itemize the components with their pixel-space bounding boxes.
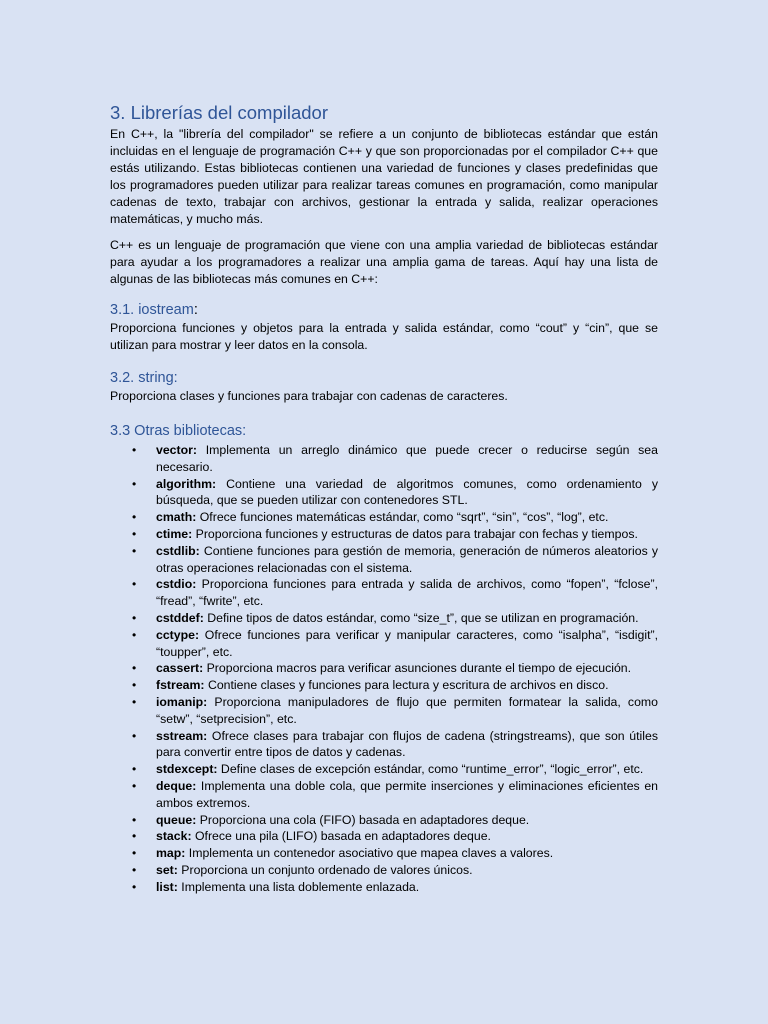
bullet-icon: •: [132, 610, 137, 625]
bullet-icon: •: [132, 526, 137, 541]
library-list-item: [110, 845, 658, 862]
library-description: Ofrece una pila (LIFO) basada en adaptadores deque.: [191, 829, 491, 844]
library-description: Proporciona funciones para entrada y salida de archivos, como “fopen”, “fclose”, “fread”, “fwrite”, etc.: [156, 577, 658, 609]
library-list-item: [110, 828, 658, 845]
library-name: iomanip:: [156, 694, 208, 709]
bullet-icon: •: [132, 778, 137, 793]
bullet-icon: •: [132, 829, 137, 844]
library-list-item: [110, 627, 658, 661]
library-list-item: [110, 543, 658, 577]
library-description: Contiene una variedad de algoritmos comunes, como ordenamiento y búsqueda, que se pueden utilizar con contenedores STL.: [156, 476, 658, 508]
library-list-item: [110, 610, 658, 627]
library-list-item: [110, 442, 658, 476]
library-name: cstdio:: [156, 577, 197, 592]
bullet-icon: •: [132, 543, 137, 558]
library-name: queue:: [156, 812, 197, 827]
library-description: Define clases de excepción estándar, como “runtime_error”, “logic_error”, etc.: [217, 762, 644, 777]
bullet-icon: •: [132, 476, 137, 491]
iostream-heading-colon: :: [193, 302, 198, 318]
bullet-icon: •: [132, 762, 137, 777]
library-list-item: [110, 862, 658, 879]
library-list-item: [110, 677, 658, 694]
library-name: cstdlib:: [156, 543, 200, 558]
library-list-item: [110, 694, 658, 728]
library-description: Implementa un contenedor asociativo que mapea claves a valores.: [185, 846, 554, 861]
library-list-item: [110, 509, 658, 526]
library-description: Proporciona una cola (FIFO) basada en adaptadores deque.: [196, 812, 530, 827]
library-list-item: [110, 761, 658, 778]
library-list-item: [110, 728, 658, 762]
bullet-icon: •: [132, 862, 137, 877]
bullet-icon: •: [132, 846, 137, 861]
library-description: Ofrece funciones para verificar y manipular caracteres, como “isalpha”, “isdigit”, “toupper”, etc.: [156, 627, 658, 659]
library-name: deque:: [156, 778, 197, 793]
iostream-heading: [110, 301, 658, 320]
bullet-icon: •: [132, 728, 137, 743]
library-name: cmath:: [156, 510, 197, 525]
library-name: stack:: [156, 829, 192, 844]
library-name: list:: [156, 879, 178, 894]
library-description: Implementa un arreglo dinámico que puede crecer o reducirse según sea necesario.: [156, 443, 658, 474]
library-name: ctime:: [156, 526, 193, 541]
library-list-item: [110, 476, 658, 510]
library-list-item: [110, 879, 658, 896]
section-title: 3. Librerías del compilador: [110, 102, 328, 123]
library-name: cassert:: [156, 661, 204, 676]
string-description: Proporciona clases y funciones para trabajar con cadenas de caracteres.: [110, 389, 508, 403]
bullet-icon: •: [132, 443, 137, 457]
bullet-icon: •: [132, 661, 137, 676]
libraries-intro-paragraph: C++ es un lenguaje de programación que viene con una amplia variedad de bibliotecas estándar para ayudar a los programadores a realizar una amplia gama de tareas. Aquí hay una lista de algunas de las bibliotecas más comunes en C++:: [110, 238, 658, 286]
bullet-icon: •: [132, 510, 137, 525]
library-name: sstream:: [156, 728, 208, 743]
library-description: Contiene clases y funciones para lectura y escritura de archivos en disco.: [204, 678, 609, 693]
library-list-item: [110, 526, 658, 543]
bullet-icon: •: [132, 879, 137, 894]
library-name: stdexcept:: [156, 762, 218, 777]
library-description: Define tipos de datos estándar, como “size_t”, que se utilizan en programación.: [203, 610, 639, 625]
bullet-icon: •: [132, 694, 137, 709]
bullet-icon: •: [132, 812, 137, 827]
iostream-heading-label: 3.1. iostream: [110, 302, 194, 318]
library-description: Proporciona funciones y estructuras de datos para trabajar con fechas y tiempos.: [192, 526, 638, 541]
library-description: Proporciona macros para verificar asunciones durante el tiempo de ejecución.: [203, 661, 632, 676]
library-list-item: [110, 576, 658, 610]
library-name: map:: [156, 846, 186, 861]
intro-paragraph: En C++, la "librería del compilador" se refiere a un conjunto de bibliotecas estándar que están incluidas en el lenguaje de programación C++ y que son proporcionadas por el compilador C++ que estás utilizando. Estas bibliotecas contienen una variedad de funciones y clases predefinidas que los programadores pueden utilizar para realizar tareas comunes en programación, como manipular cadenas de texto, trabajar con archivos, gestionar la entrada y salida, realizar operaciones matemáticas, y mucho más.: [110, 127, 658, 226]
library-description: Implementa una doble cola, que permite inserciones y eliminaciones eficientes en ambos extremos.: [156, 778, 658, 810]
library-name: vector:: [156, 443, 198, 457]
library-name: cctype:: [156, 627, 200, 642]
document-page: [110, 100, 658, 896]
library-name: set:: [156, 862, 178, 877]
library-list-item: [110, 812, 658, 829]
library-description: Ofrece clases para trabajar con flujos de cadena (stringstreams), que son útiles para convertir entre tipos de datos y cadenas.: [156, 728, 658, 760]
string-heading: 3.2. string:: [110, 370, 178, 386]
library-name: fstream:: [156, 678, 205, 693]
library-name: cstddef:: [156, 610, 204, 625]
library-description: Proporciona manipuladores de flujo que permiten formatear la salida, como “setw”, “setprecision”, etc.: [156, 694, 658, 726]
library-description: Contiene funciones para gestión de memoria, generación de números aleatorios y otras operaciones relacionadas con el sistema.: [156, 543, 658, 575]
iostream-description: Proporciona funciones y objetos para la entrada y salida estándar, como “cout” y “cin”, que se utilizan para mostrar y leer datos en la consola.: [110, 321, 658, 352]
library-description: Proporciona un conjunto ordenado de valores únicos.: [177, 862, 473, 877]
library-description: Ofrece funciones matemáticas estándar, como “sqrt”, “sin”, “cos”, “log”, etc.: [196, 510, 609, 525]
bullet-icon: •: [132, 678, 137, 693]
library-description: Implementa una lista doblemente enlazada.: [177, 879, 420, 894]
bullet-icon: •: [132, 627, 137, 642]
bullet-icon: •: [132, 577, 137, 592]
library-list: [110, 442, 658, 896]
library-list-item: [110, 660, 658, 677]
other-libraries-heading: 3.3 Otras bibliotecas:: [110, 423, 247, 439]
library-list-item: [110, 778, 658, 812]
library-name: algorithm:: [156, 476, 217, 491]
